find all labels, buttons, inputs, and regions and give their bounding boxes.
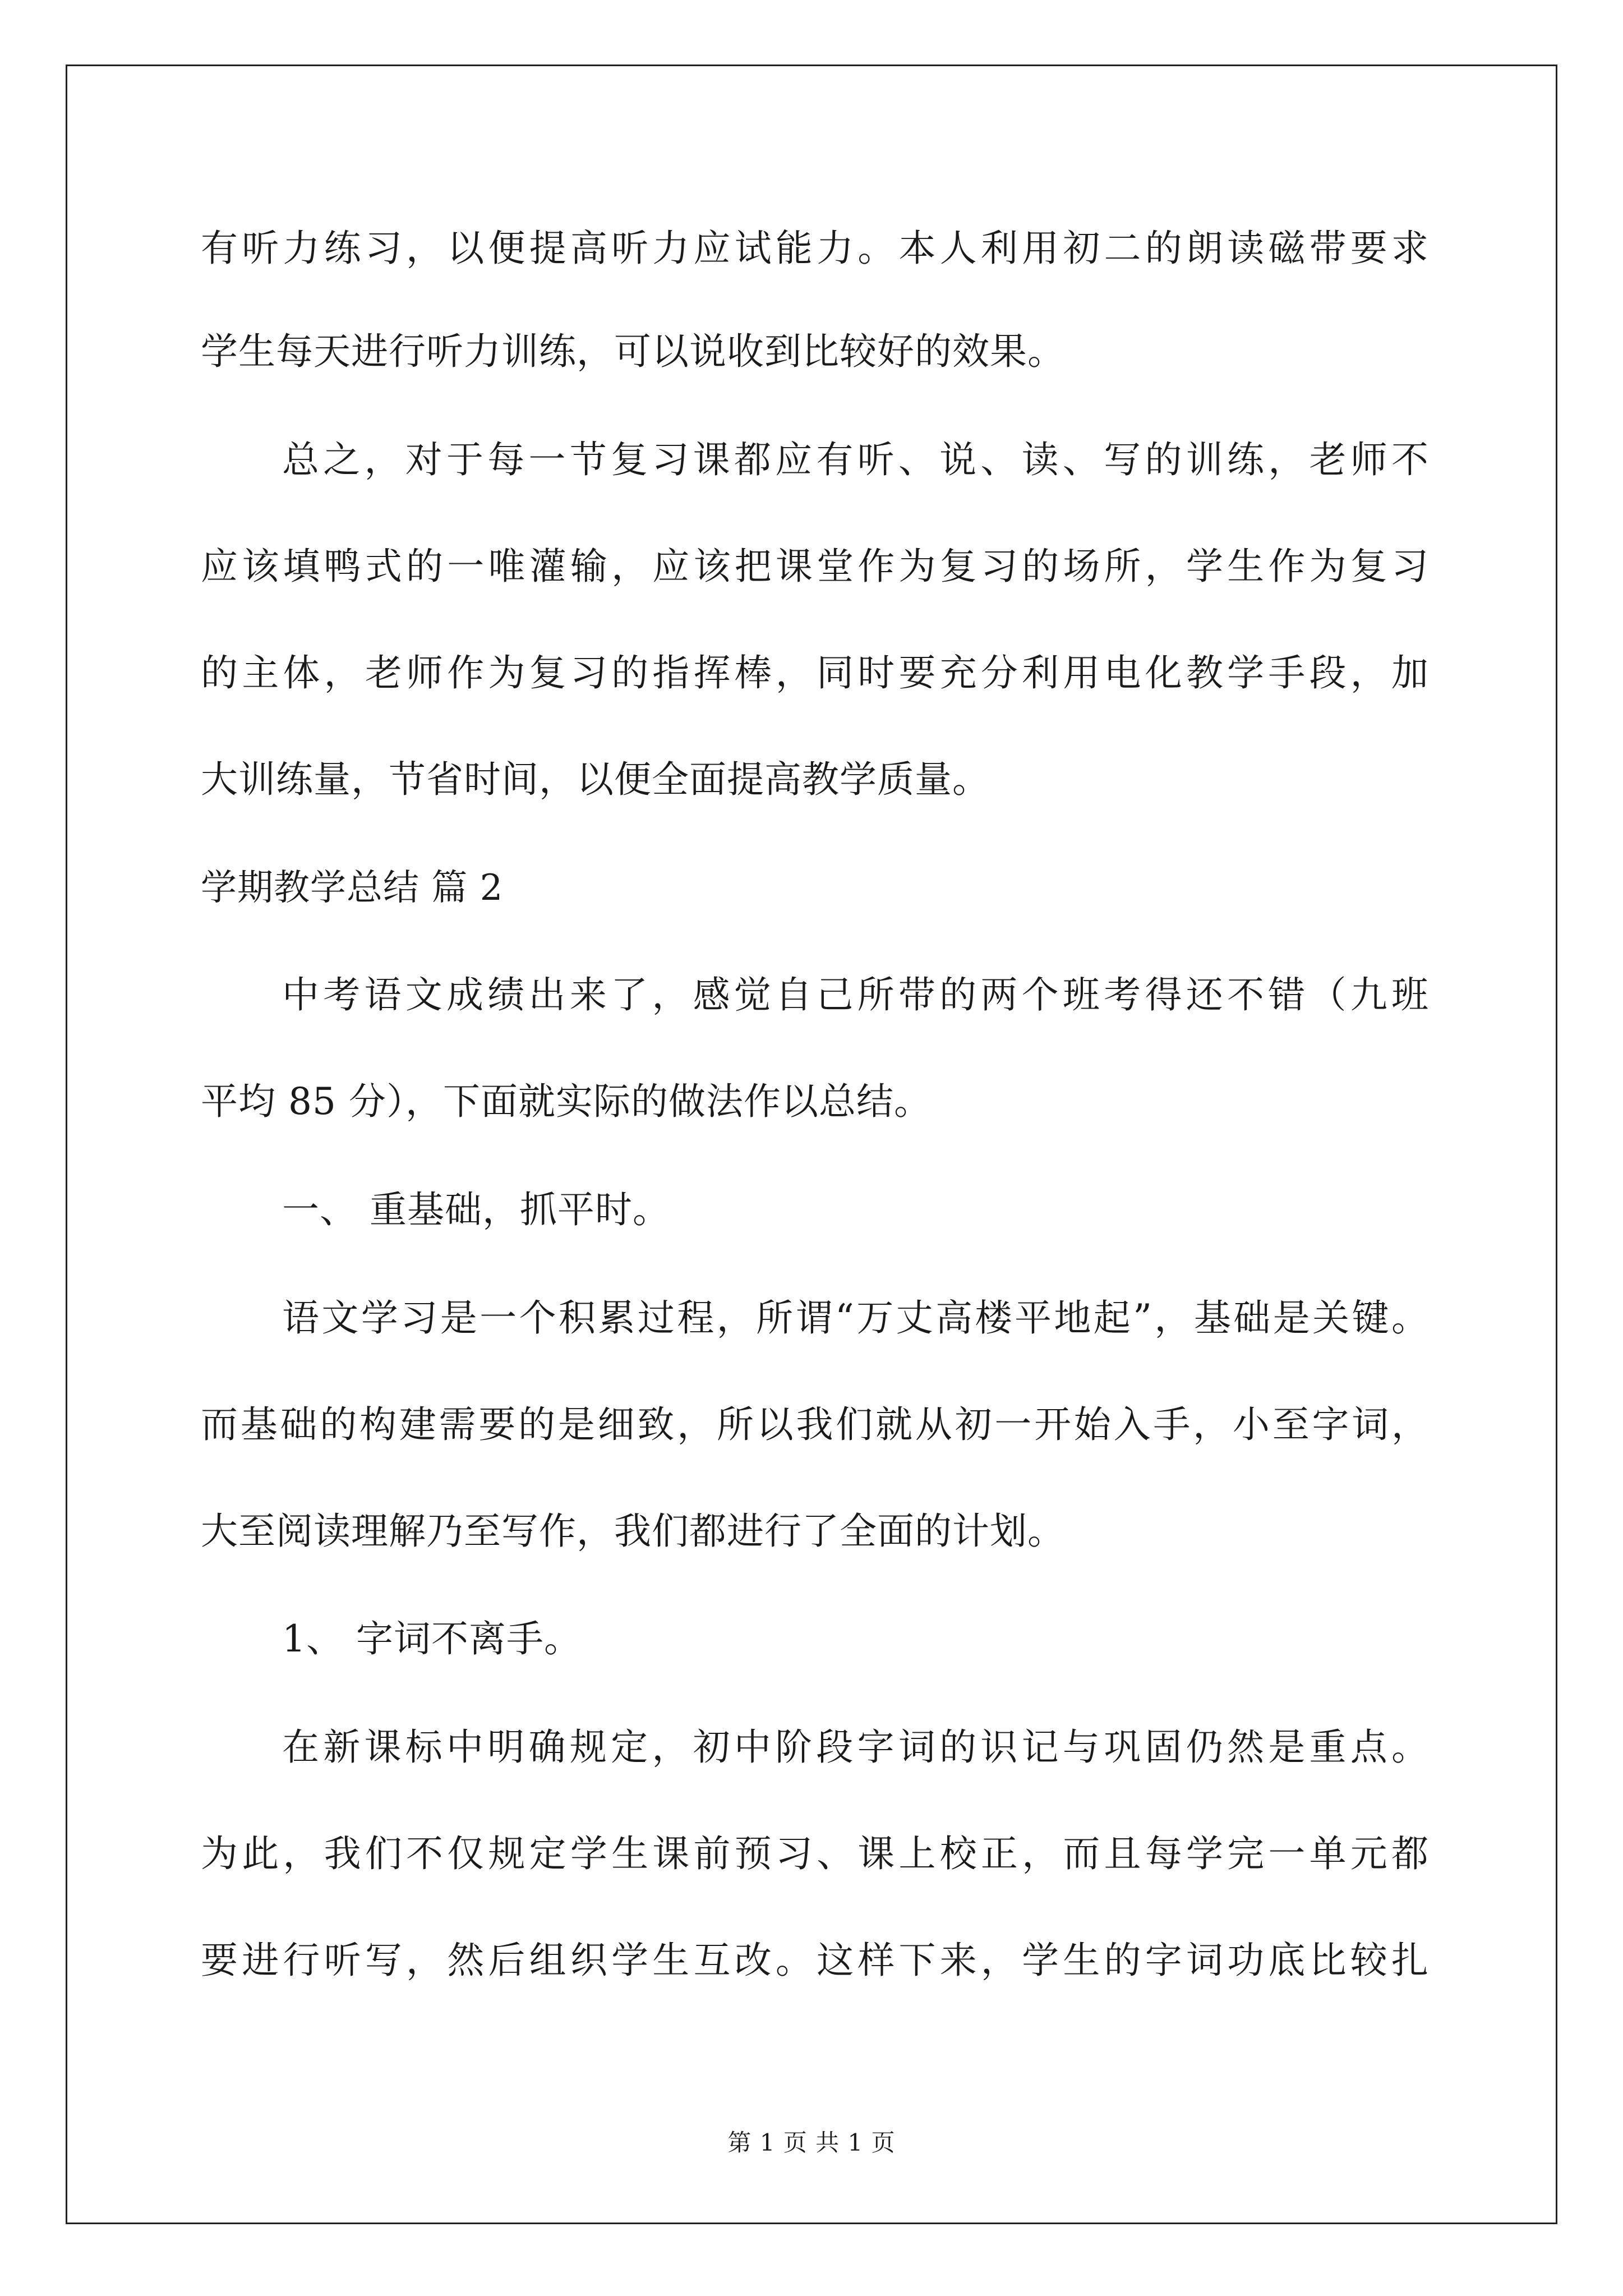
page-border — [66, 65, 1557, 2224]
list-heading: 1、 字词不离手。 — [282, 1617, 582, 1660]
paragraph-line: 语文学习是一个积累过程，所谓“万丈高楼平地起”，基础是关键。 — [282, 1296, 1429, 1340]
paragraph-line: 大训练量，节省时间，以便全面提高教学质量。 — [201, 758, 990, 801]
paragraph-line: 为此，我们不仅规定学生课前预习、课上校正，而且每学完一单元都 — [201, 1832, 1429, 1875]
paragraph-line: 平均 85 分），下面就实际的做法作以总结。 — [201, 1080, 932, 1123]
paragraph-line: 要进行听写，然后组织学生互改。这样下来，学生的字词功底比较扎 — [201, 1939, 1429, 1982]
list-heading: 一、 重基础，抓平时。 — [282, 1188, 670, 1231]
paragraph-line: 的主体，老师作为复习的指挥棒，同时要充分利用电化教学手段，加 — [201, 651, 1429, 694]
page-footer: 第 1 页 共 1 页 — [727, 2129, 896, 2156]
paragraph-line: 应该填鸭式的一唯灌输，应该把课堂作为复习的场所，学生作为复习 — [201, 545, 1429, 588]
paragraph-line: 而基础的构建需要的是细致，所以我们就从初一开始入手，小至字词， — [201, 1403, 1429, 1446]
paragraph-line: 中考语文成绩出来了，感觉自己所带的两个班考得还不错（九班 — [282, 973, 1429, 1016]
paragraph-line: 学生每天进行听力训练，可以说收到比较好的效果。 — [201, 330, 1065, 373]
paragraph-line: 总之，对于每一节复习课都应有听、说、读、写的训练，老师不 — [282, 438, 1429, 481]
paragraph-line: 大至阅读理解乃至写作，我们都进行了全面的计划。 — [201, 1510, 1065, 1553]
paragraph-line: 有听力练习，以便提高听力应试能力。本人利用初二的朗读磁带要求 — [201, 227, 1429, 270]
section-heading: 学期教学总结 篇 2 — [201, 867, 504, 909]
paragraph-line: 在新课标中明确规定，初中阶段字词的识记与巩固仍然是重点。 — [282, 1726, 1429, 1769]
